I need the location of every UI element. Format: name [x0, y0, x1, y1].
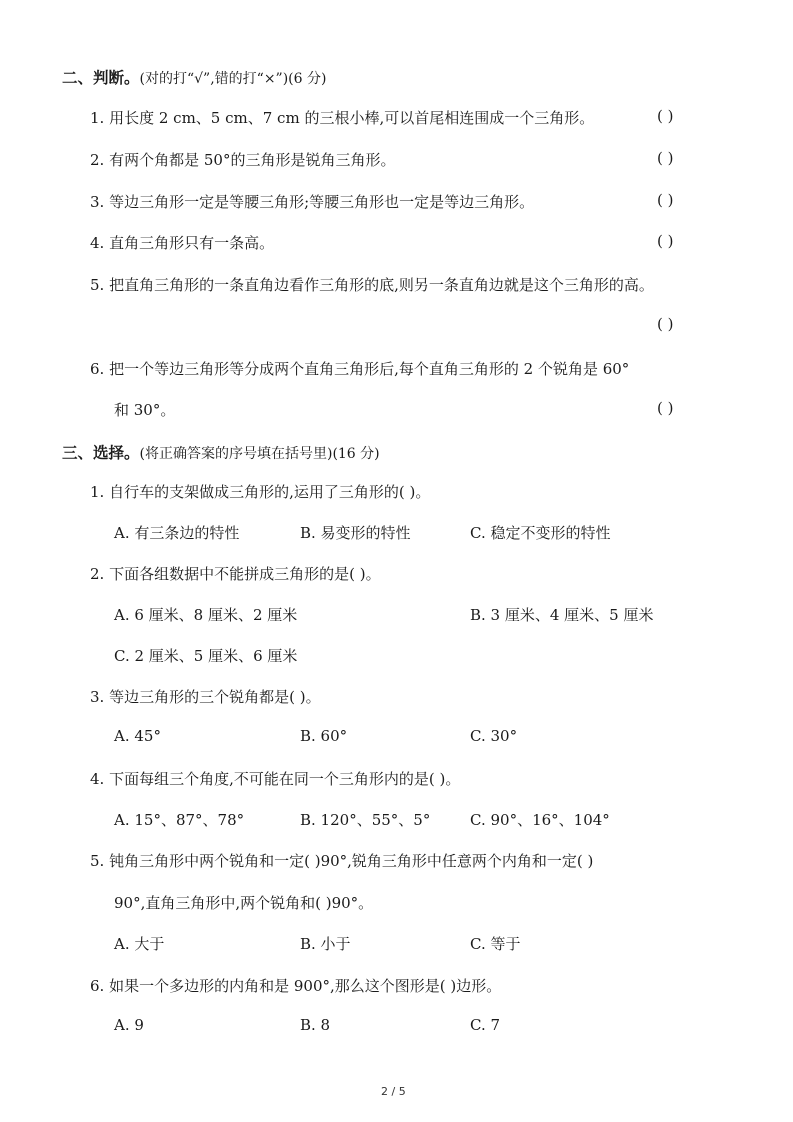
item-text: 把一个等边三角形等分成两个直角三角形后,每个直角三角形的 2 个锐角是 60°: [109, 360, 630, 378]
item-number: 3.: [90, 193, 105, 211]
item-number: 6.: [90, 977, 105, 995]
choice-item-1: [90, 481, 430, 502]
item-number: 1.: [90, 483, 105, 501]
choice-item-2: [90, 563, 381, 584]
item-number: 1.: [90, 109, 105, 127]
item-text: 把直角三角形的一条直角边看作三角形的底,则另一条直角边就是这个三角形的高。: [109, 276, 654, 294]
item-text: 自行车的支架做成三角形的,运用了三角形的( )。: [109, 483, 431, 501]
judge-item-2: [90, 149, 395, 170]
item-text: 有两个角都是 50°的三角形是锐角三角形。: [109, 151, 396, 169]
item-text-continued: 和 30°。: [114, 401, 176, 419]
section-3-title: [62, 441, 380, 463]
choice-item-5: [90, 850, 593, 871]
option-a[interactable]: A. 大于: [114, 935, 165, 953]
item-text: 下面每组三个角度,不可能在同一个三角形内的是( )。: [109, 770, 461, 788]
section-2-note: (对的打“√”,错的打“×”)(6 分): [139, 71, 327, 87]
option-c[interactable]: C. 7: [470, 1016, 501, 1034]
answer-blank[interactable]: ( ): [657, 191, 674, 209]
item-text: 下面各组数据中不能拼成三角形的是( )。: [109, 565, 381, 583]
option-a[interactable]: A. 有三条边的特性: [114, 524, 240, 542]
choice-item-4: [90, 768, 460, 789]
option-b[interactable]: B. 易变形的特性: [300, 524, 411, 542]
item-text-continued: 90°,直角三角形中,两个锐角和( )90°。: [114, 894, 374, 912]
choice-item-6: [90, 975, 501, 996]
option-a[interactable]: A. 6 厘米、8 厘米、2 厘米: [114, 606, 298, 624]
option-a[interactable]: A. 45°: [114, 727, 161, 745]
option-b[interactable]: B. 小于: [300, 935, 351, 953]
answer-blank[interactable]: ( ): [657, 149, 674, 167]
option-c[interactable]: C. 2 厘米、5 厘米、6 厘米: [114, 647, 298, 665]
section-3-note: (将正确答案的序号填在括号里)(16 分): [139, 446, 380, 462]
item-text: 如果一个多边形的内角和是 900°,那么这个图形是( )边形。: [109, 977, 502, 995]
judge-item-3: [90, 191, 534, 212]
item-number: 4.: [90, 234, 105, 252]
item-number: 4.: [90, 770, 105, 788]
item-number: 6.: [90, 360, 105, 378]
item-text: 钝角三角形中两个锐角和一定( )90°,锐角三角形中任意两个内角和一定( ): [109, 852, 594, 870]
judge-item-1: [90, 107, 594, 128]
option-b[interactable]: B. 3 厘米、4 厘米、5 厘米: [470, 606, 654, 624]
item-number: 5.: [90, 276, 105, 294]
answer-blank[interactable]: ( ): [657, 232, 674, 250]
option-b[interactable]: B. 120°、55°、5°: [300, 811, 431, 829]
item-text: 等边三角形一定是等腰三角形;等腰三角形也一定是等边三角形。: [109, 193, 535, 211]
item-text: 用长度 2 cm、5 cm、7 cm 的三根小棒,可以首尾相连围成一个三角形。: [109, 109, 595, 127]
answer-blank[interactable]: ( ): [657, 315, 674, 333]
choice-item-3: [90, 686, 321, 707]
section-3-head: 三、选择。: [62, 444, 140, 462]
judge-item-6: [90, 358, 629, 379]
option-b[interactable]: B. 60°: [300, 727, 348, 745]
option-a[interactable]: A. 15°、87°、78°: [114, 811, 245, 829]
item-number: 5.: [90, 852, 105, 870]
option-c[interactable]: C. 30°: [470, 727, 518, 745]
section-2-head: 二、判断。: [62, 69, 140, 87]
answer-blank[interactable]: ( ): [657, 399, 674, 417]
judge-item-4: [90, 232, 274, 253]
judge-item-5: [90, 274, 654, 295]
option-a[interactable]: A. 9: [114, 1016, 144, 1034]
option-c[interactable]: C. 等于: [470, 935, 521, 953]
item-number: 3.: [90, 688, 105, 706]
option-c[interactable]: C. 稳定不变形的特性: [470, 524, 611, 542]
item-text: 等边三角形的三个锐角都是( )。: [109, 688, 321, 706]
page-number: 2 / 5: [381, 1085, 406, 1098]
section-2-title: [62, 66, 326, 88]
option-b[interactable]: B. 8: [300, 1016, 331, 1034]
option-c[interactable]: C. 90°、16°、104°: [470, 811, 610, 829]
item-number: 2.: [90, 565, 105, 583]
answer-blank[interactable]: ( ): [657, 107, 674, 125]
item-number: 2.: [90, 151, 105, 169]
item-text: 直角三角形只有一条高。: [109, 234, 275, 252]
